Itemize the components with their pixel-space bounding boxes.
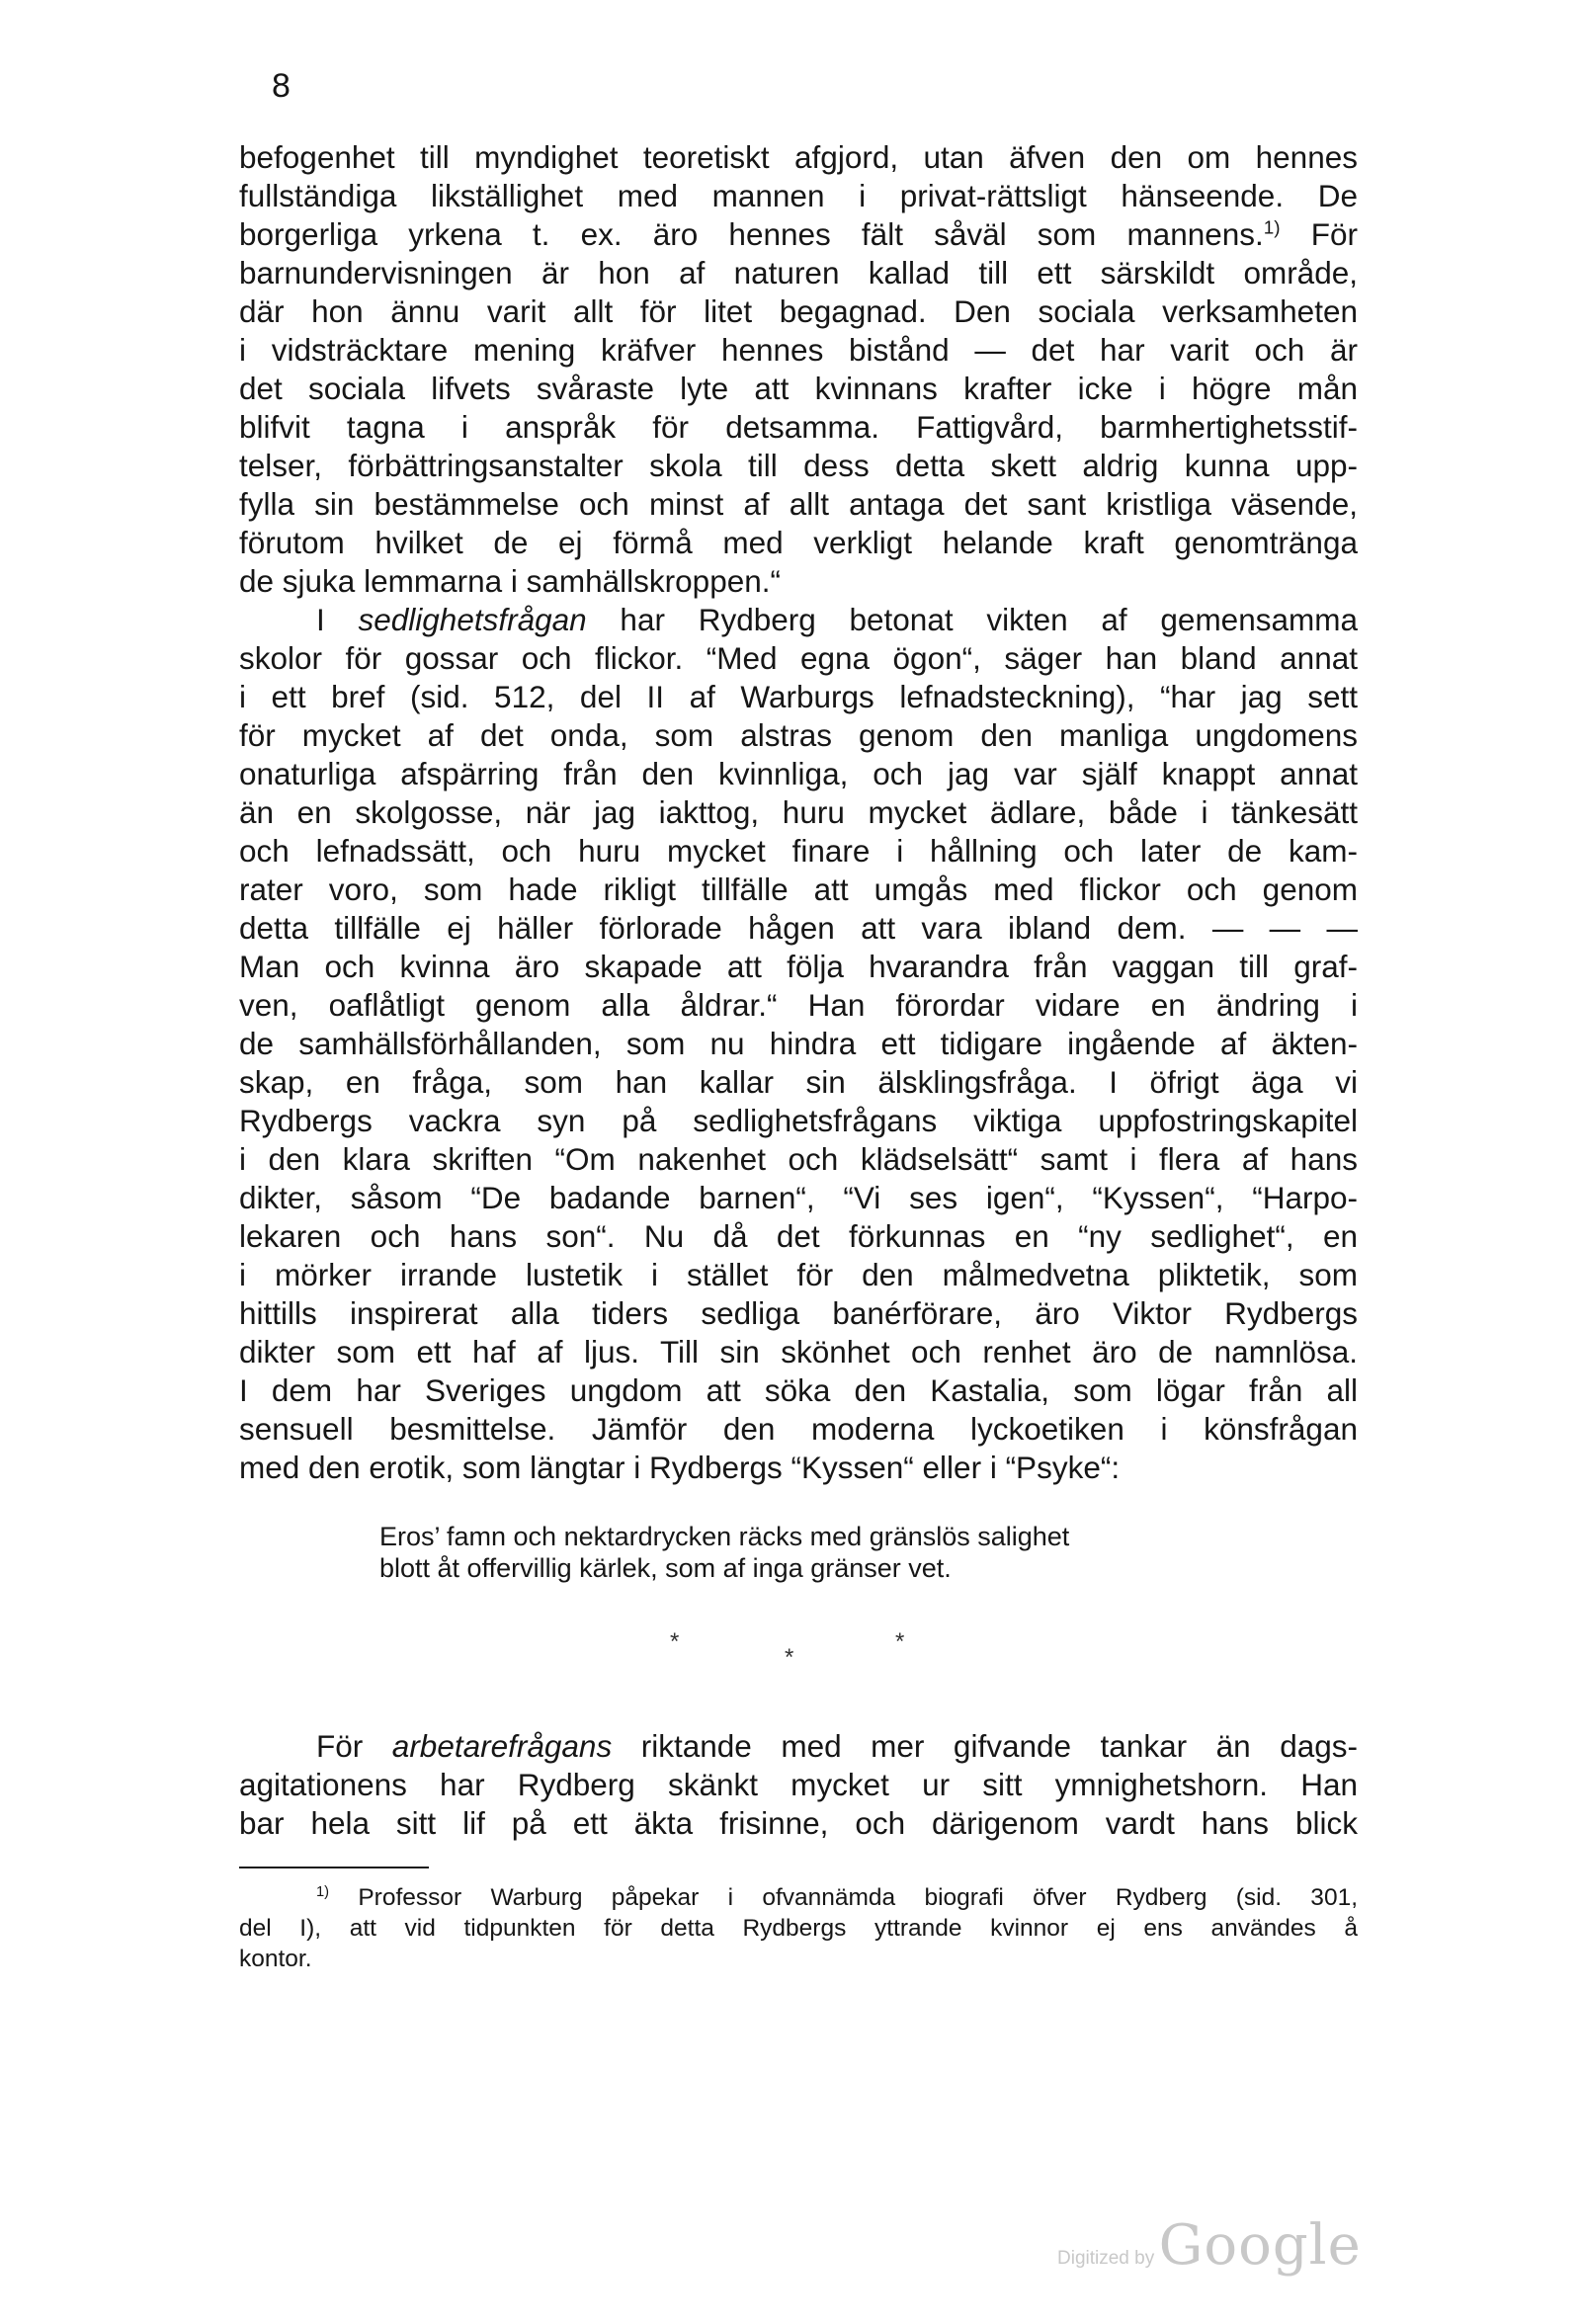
verse-quote <box>379 1521 1069 1584</box>
text-fragment: borgerliga yrkena t. ex. äro hennes fält såväl som mannens. <box>239 216 1264 252</box>
asterisk-ornament: * <box>670 1628 680 1655</box>
text-line: än en skolgosse, när jag iakttog, huru mycket ädlare, både i tänkesätt <box>239 794 1358 830</box>
text-fragment: För <box>1280 216 1358 252</box>
page-number: 8 <box>272 67 291 105</box>
text-line: dikter, såsom “De badande barnen“, “Vi ses igen“, “Kyssen“, “Harpo- <box>239 1180 1358 1215</box>
emphasis: arbetarefrågans <box>391 1728 613 1764</box>
text-fragment: För <box>316 1728 392 1764</box>
asterisk-ornament: * <box>895 1628 905 1655</box>
text-fragment: Professor Warburg påpekar i ofvannämda biografi öfver Rydberg (sid. 301, <box>329 1884 1358 1911</box>
verse-line: Eros’ famn och nektardrycken räcks med gränslös salighet <box>379 1522 1070 1551</box>
verse-line: blott åt offervillig kärlek, som af inga gränser vet. <box>379 1553 952 1583</box>
text-line: befogenhet till myndighet teoretiskt afgjord, utan äfven den om hennes <box>239 139 1358 175</box>
text-line: fylla sin bestämmelse och minst af allt antaga det sant kristliga väsende, <box>239 486 1358 522</box>
text-fragment: I <box>316 602 359 637</box>
text-line: skolor för gossar och flickor. “Med egna ögon“, säger han bland annat <box>239 640 1358 676</box>
text-line: det sociala lifvets svåraste lyte att kvinnans krafter icke i högre mån <box>239 371 1358 406</box>
text-line: ven, oaflåtligt genom alla åldrar.“ Han förordar vidare en ändring i <box>239 987 1358 1023</box>
text-line: förutom hvilket de ej förmå med verkligt helande kraft genomtränga <box>239 525 1358 560</box>
text-line <box>239 215 1358 254</box>
text-line: agitationens har Rydberg skänkt mycket ur sitt ymnighetshorn. Han <box>239 1767 1358 1802</box>
google-logo: Google <box>1158 2213 1362 2278</box>
paragraph-start-line <box>239 601 1358 639</box>
text-line: hittills inspirerat alla tiders sedliga banérförare, äro Viktor Rydbergs <box>239 1295 1358 1331</box>
text-line: fullständiga likställighet med mannen i privat-rättsligt hänseende. De <box>239 178 1358 213</box>
asterisk-ornament: * <box>785 1644 794 1671</box>
text-fragment: riktande med mer gifvande tankar än dags- <box>612 1728 1358 1764</box>
text-line: de sjuka lemmarna i samhällskroppen.“ <box>239 563 781 599</box>
text-line: lekaren och hans son“. Nu då det förkunnas en “ny sedlighet“, en <box>239 1218 1358 1254</box>
text-line: Rydbergs vackra syn på sedlighetsfrågans viktiga uppfostringskapitel <box>239 1103 1358 1138</box>
footnote-divider <box>239 1867 429 1868</box>
footnote-reference: 1) <box>1263 217 1281 239</box>
emphasis: sedlighetsfrågan <box>358 602 587 637</box>
footnote-marker: 1) <box>316 1883 330 1900</box>
text-line: i vidsträcktare mening kräfver hennes bistånd — det har varit och är <box>239 332 1358 368</box>
text-fragment: har Rydberg betonat vikten af gemensamma <box>586 602 1358 637</box>
text-line: bar hela sitt lif på ett äkta frisinne, och därigenom vardt hans blick <box>239 1805 1358 1841</box>
section-two-text <box>239 1727 1358 1843</box>
footnote-line <box>239 1882 1358 1913</box>
text-line: I dem har Sveriges ungdom att söka den Kastalia, som lögar från all <box>239 1372 1358 1408</box>
text-line: de samhällsförhållanden, som nu hindra ett tidigare ingående af äkten- <box>239 1026 1358 1061</box>
text-line: dikter som ett haf af ljus. Till sin skönhet och renhet äro de namnlösa. <box>239 1334 1358 1370</box>
digitized-watermark <box>1057 2213 1362 2278</box>
text-line: och lefnadssätt, och huru mycket finare i hållning och later de kam- <box>239 833 1358 869</box>
footnote-line: kontor. <box>239 1946 312 1972</box>
section-ornament <box>0 1630 1581 1690</box>
text-line: där hon ännu varit allt för litet begagnad. Den sociala verksamheten <box>239 293 1358 329</box>
text-line: i mörker irrande lustetik i stället för den målmedvetna pliktetik, som <box>239 1257 1358 1292</box>
text-line: detta tillfälle ej häller förlorade hågen att vara ibland dem. — — — <box>239 910 1358 946</box>
text-line: sensuell besmittelse. Jämför den moderna lyckoetiken i könsfrågan <box>239 1411 1358 1447</box>
text-line: rater voro, som hade rikligt tillfälle att umgås med flickor och genom <box>239 872 1358 907</box>
paragraph-start-line <box>239 1727 1358 1766</box>
text-line: med den erotik, som längtar i Rydbergs “Kyssen“ eller i “Psyke“: <box>239 1450 1121 1485</box>
text-line: skap, en fråga, som han kallar sin älsklingsfråga. I öfrigt äga vi <box>239 1064 1358 1100</box>
text-line: Man och kvinna äro skapade att följa hvarandra från vaggan till graf- <box>239 949 1358 984</box>
text-line: barnundervisningen är hon af naturen kallad till ett särskildt område, <box>239 255 1358 290</box>
text-line: i den klara skriften “Om nakenhet och klädselsätt“ samt i flera af hans <box>239 1141 1358 1177</box>
main-text <box>239 138 1358 1487</box>
text-line: i ett bref (sid. 512, del II af Warburgs lefnadsteckning), “har jag sett <box>239 679 1358 714</box>
text-line: blifvit tagna i anspråk för detsamma. Fattigvård, barmhertighetsstif- <box>239 409 1358 445</box>
watermark-prefix: Digitized by <box>1057 2248 1155 2269</box>
text-line: onaturliga afspärring från den kvinnliga, och jag var själf knappt annat <box>239 756 1358 791</box>
footnote-line: del I), att vid tidpunkten för detta Rydbergs yttrande kvinnor ej ens användes å <box>239 1915 1358 1942</box>
footnote <box>239 1882 1358 1974</box>
text-line: telser, förbättringsanstalter skola till dess detta skett aldrig kunna upp- <box>239 448 1358 483</box>
text-line: för mycket af det onda, som alstras genom den manliga ungdomens <box>239 717 1358 753</box>
